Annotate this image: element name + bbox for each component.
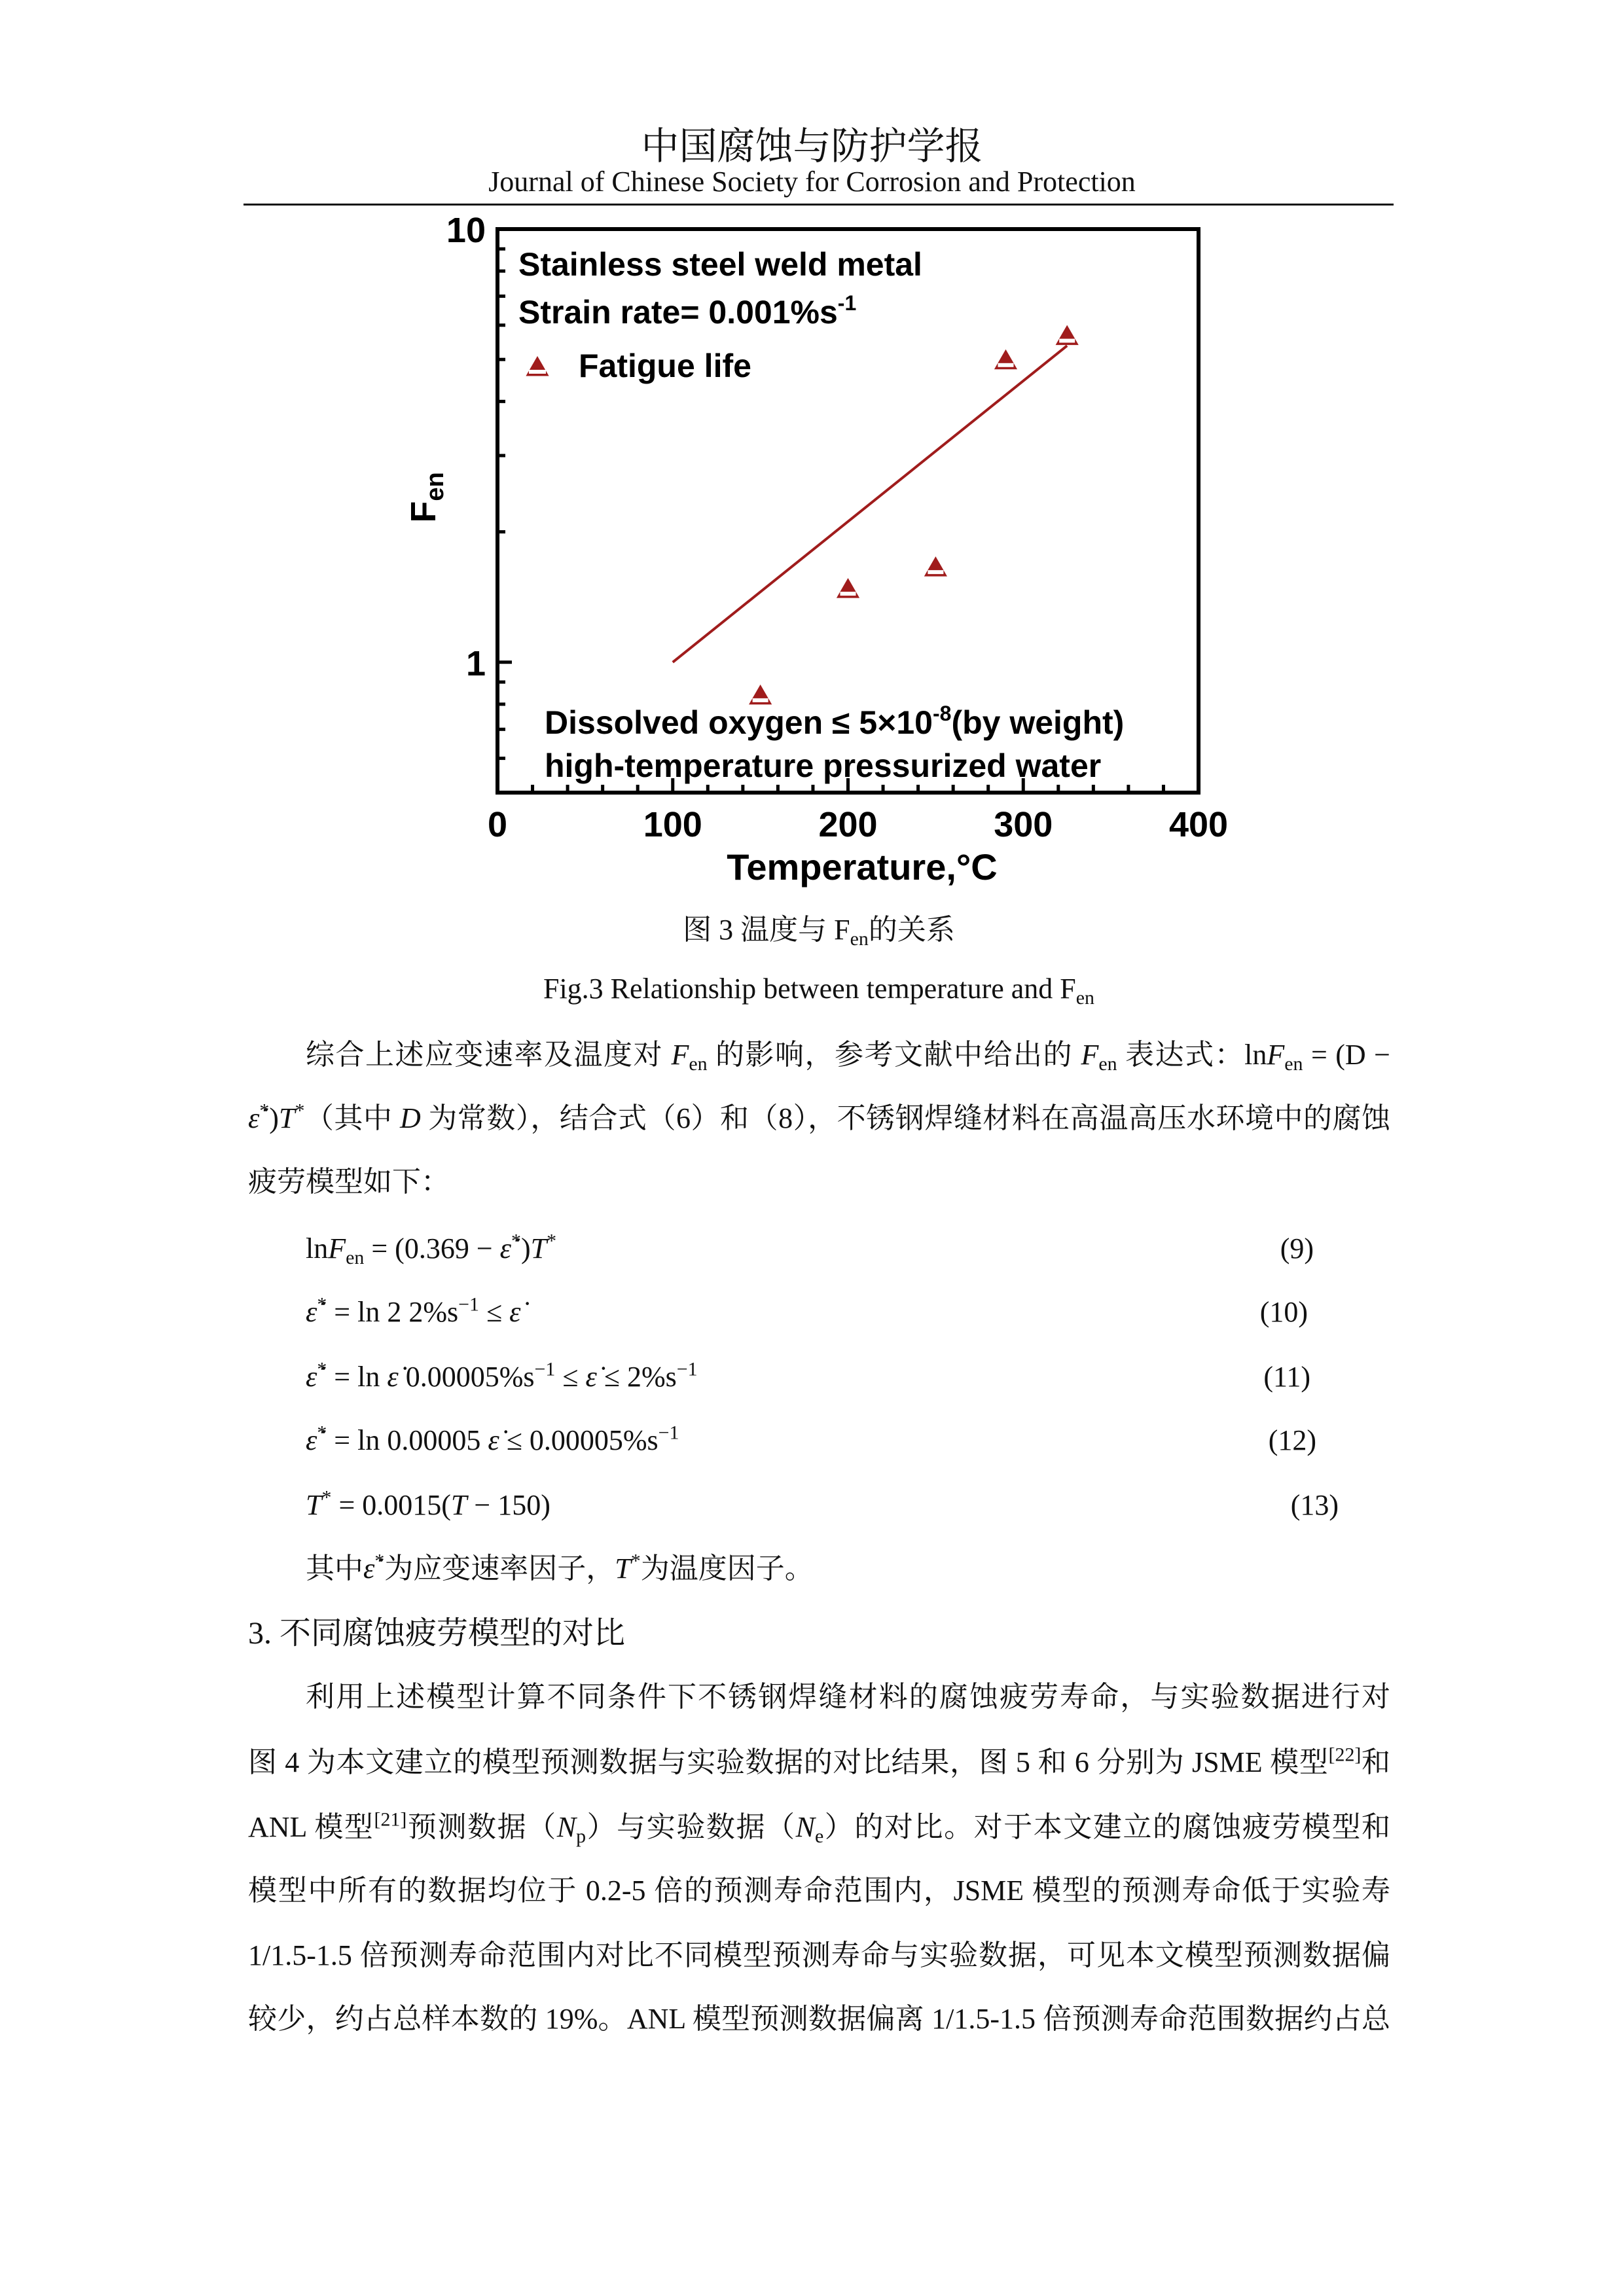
text-line	[248, 2000, 1390, 2039]
text-segment: 为常数），结合式（6）和（8），不锈钢焊缝材料在高温高压水环境中的腐蚀	[420, 1102, 1390, 1134]
text-segment: 利用上述模型计算不同条件下不锈钢焊缝材料的腐蚀疲劳寿命，与实验数据进行对	[306, 1681, 1390, 1713]
text-segment: )	[269, 1102, 279, 1134]
data-point-triangle	[751, 687, 770, 704]
data-point-triangle	[996, 351, 1015, 368]
equation-number: (11)	[1263, 1361, 1310, 1393]
text-segment: 图 4 为本文建立的模型预测数据与实验数据的对比结果，图 5 和 6 分别为 JSME 模型	[248, 1746, 1329, 1778]
text-segment: ε̇	[387, 1361, 399, 1393]
annotation-strain-rate	[518, 291, 856, 331]
text-segment: N	[795, 1811, 815, 1843]
text-line	[306, 1549, 814, 1588]
text-segment: T	[278, 1102, 295, 1134]
text-segment: 较少，约占总样本数的 19%。ANL 模型预测数据偏离 1/1.5-1.5 倍预测寿命范围数据约占总	[248, 2003, 1390, 2035]
text-segment: （其中	[304, 1102, 400, 1134]
text-segment: T	[450, 1489, 467, 1521]
text-segment: = 0.0015(	[331, 1489, 451, 1521]
equation	[306, 1293, 520, 1332]
text-segment: 的影响，参考文献中给出的	[707, 1039, 1081, 1071]
legend-marker-base	[529, 370, 546, 374]
triangle-marker-base	[998, 363, 1013, 367]
text-segment: 预测数据（	[406, 1811, 557, 1843]
legend	[528, 348, 751, 384]
text-segment: − 150)	[467, 1489, 550, 1521]
text-segment: 3. 不同腐蚀疲劳模型的对比	[248, 1616, 626, 1651]
text-segment: T	[530, 1232, 547, 1265]
x-tick-label: 400	[1168, 805, 1229, 844]
text-segment: ε̇	[306, 1361, 317, 1393]
annotation-oxygen-tail: (by weight)	[951, 704, 1125, 741]
y-axis-title	[404, 472, 449, 522]
annotation-strain-rate-sup: -1	[837, 291, 857, 315]
text-segment: 和	[1361, 1746, 1390, 1778]
fit-line	[673, 346, 1067, 662]
text-line	[306, 1035, 1390, 1075]
triangle-marker-base	[928, 570, 943, 574]
text-segment: ε̇	[509, 1296, 521, 1328]
text-segment: en	[850, 927, 869, 950]
text-line	[248, 1871, 1390, 1910]
text-segment: N	[556, 1811, 577, 1843]
text-line	[248, 1099, 1390, 1138]
text-segment: ε̇	[488, 1424, 499, 1456]
x-tick-label: 300	[994, 805, 1053, 844]
annotation-material: Stainless steel weld metal	[518, 246, 922, 283]
text-segment: ε̇	[585, 1361, 597, 1393]
triangle-marker-base	[753, 698, 768, 702]
equation-number: (13)	[1290, 1489, 1339, 1521]
text-segment: ε̇	[248, 1102, 260, 1134]
annotation-dissolved-oxygen	[545, 702, 1124, 741]
text-segment: [21]	[374, 1808, 407, 1831]
text-segment: *	[321, 1486, 332, 1509]
text-segment: ）与实验数据（	[586, 1811, 796, 1843]
text-segment: D	[400, 1102, 421, 1134]
text-segment: ANL 模型	[248, 1811, 374, 1843]
text-segment: en	[689, 1052, 708, 1075]
annotation-water: high-temperature pressurized water	[545, 747, 1102, 784]
text-segment: *	[317, 1422, 327, 1444]
text-segment: ln	[306, 1232, 329, 1265]
x-axis-title: Temperature,°C	[727, 846, 998, 888]
text-segment: 其中	[306, 1552, 363, 1585]
text-segment: *	[295, 1100, 305, 1122]
text-segment: *	[511, 1230, 521, 1252]
data-point-triangle	[839, 580, 858, 597]
text-segment: *	[630, 1550, 641, 1572]
text-segment: 模型中所有的数据均位于 0.2-5 倍的预测寿命范围内，JSME 模型的预测寿命低于实验寿	[248, 1874, 1390, 1907]
text-segment: *	[317, 1358, 327, 1380]
text-segment: = (D −	[1303, 1039, 1390, 1071]
y-tick-label: 10	[446, 211, 486, 250]
text-segment: )	[520, 1232, 531, 1265]
legend-label: Fatigue life	[579, 348, 751, 384]
text-segment: T	[615, 1552, 631, 1585]
text-segment: 为温度因子。	[640, 1552, 814, 1585]
text-line	[248, 1743, 1390, 1782]
text-segment: F	[1081, 1039, 1099, 1071]
text-segment: ≤	[555, 1361, 586, 1393]
text-segment: en	[346, 1246, 365, 1268]
text-line	[248, 1808, 1390, 1847]
text-segment: *	[259, 1100, 270, 1122]
text-line	[248, 1936, 1390, 1975]
triangle-marker-base	[840, 592, 856, 596]
text-segment: Fig.3 Relationship between temperature and F	[543, 973, 1076, 1005]
section-heading	[248, 1614, 625, 1653]
text-segment: ε̇	[306, 1424, 317, 1456]
figure-caption-cn	[0, 906, 1624, 948]
text-segment: 为应变速率因子，	[384, 1552, 615, 1585]
text-segment: ε̇	[499, 1232, 511, 1265]
equation-number: (10)	[1259, 1296, 1308, 1328]
data-point-triangle	[926, 558, 945, 575]
text-segment: ≤	[478, 1296, 510, 1328]
equation	[306, 1421, 679, 1460]
text-segment: = ln 2 2%s	[327, 1296, 459, 1328]
x-tick-label: 100	[643, 805, 702, 844]
annotation-strain-rate-text: Strain rate= 0.001%s	[518, 294, 838, 331]
equation-number: (9)	[1280, 1232, 1314, 1265]
text-segment: 0.00005%s	[398, 1361, 535, 1393]
text-segment: [22]	[1328, 1744, 1362, 1766]
journal-title-en: Journal of Chinese Society for Corrosion and Protection	[488, 166, 1136, 198]
text-segment: T	[306, 1489, 322, 1521]
y-axis-title-sub: en	[422, 472, 449, 501]
equation-number: (12)	[1268, 1424, 1316, 1456]
text-segment: en	[1098, 1052, 1117, 1075]
text-segment: en	[1075, 986, 1095, 1009]
x-tick-label: 200	[818, 805, 878, 844]
text-segment: *	[547, 1230, 557, 1252]
text-line	[306, 1677, 1390, 1717]
figure-3-chart	[0, 0, 1624, 916]
text-segment: ε̇	[363, 1552, 375, 1585]
text-segment: −1	[658, 1422, 679, 1444]
text-segment: F	[328, 1232, 346, 1265]
text-segment: −1	[676, 1358, 698, 1380]
text-segment: F	[1267, 1039, 1285, 1071]
equation	[306, 1229, 556, 1268]
text-segment: *	[317, 1293, 327, 1316]
text-segment: 1/1.5-1.5 倍预测寿命范围内对比不同模型预测寿命与实验数据，可见本文模型预测数据偏	[248, 1939, 1390, 1971]
text-segment: = (0.369 −	[364, 1232, 500, 1265]
journal-title-cn: 中国腐蚀与防护学报	[641, 125, 983, 168]
text-segment: 的关系	[868, 914, 955, 946]
y-tick-label: 1	[465, 643, 486, 683]
text-segment: −1	[458, 1293, 479, 1316]
annotation-oxygen-sup: -8	[933, 702, 952, 725]
text-segment: ε̇	[306, 1296, 317, 1328]
equation	[306, 1486, 550, 1525]
text-segment: = ln 0.00005	[327, 1424, 488, 1456]
text-segment: p	[576, 1825, 586, 1847]
text-segment: 表达式：ln	[1117, 1039, 1267, 1071]
text-line	[248, 1162, 450, 1202]
x-tick-label: 0	[487, 805, 508, 844]
text-segment: 图 3 温度与 F	[683, 914, 850, 946]
text-segment: −1	[534, 1358, 556, 1380]
figure-caption-en	[0, 972, 1624, 1009]
text-segment: ≤ 0.00005%s	[499, 1424, 659, 1456]
y-axis-title-main: F	[404, 501, 443, 523]
text-segment: ）的对比。对于本文建立的腐蚀疲劳模型和	[823, 1811, 1390, 1843]
text-segment: ≤ 2%s	[596, 1361, 677, 1393]
text-segment: *	[374, 1550, 385, 1572]
data-point-triangle	[1057, 327, 1077, 344]
text-segment: en	[1284, 1052, 1303, 1075]
triangle-marker-base	[1059, 339, 1075, 343]
text-segment: 综合上述应变速率及温度对	[306, 1039, 672, 1071]
annotation-oxygen-text: Dissolved oxygen ≤ 5×10	[545, 704, 933, 741]
text-segment: F	[671, 1039, 689, 1071]
equation	[306, 1357, 698, 1397]
text-segment: = ln	[327, 1361, 388, 1393]
text-segment: e	[814, 1825, 824, 1847]
text-segment: 疲劳模型如下：	[248, 1166, 450, 1198]
